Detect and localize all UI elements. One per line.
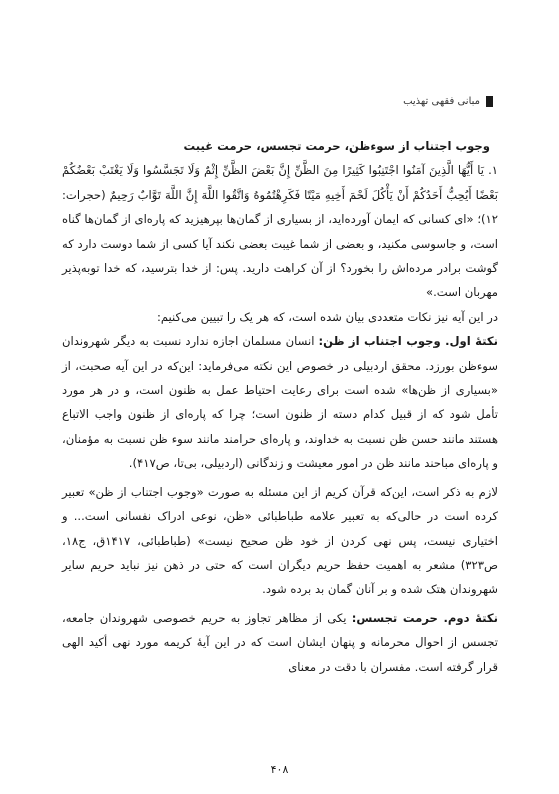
- paragraph-2: لازم به ذکر است، این‌که قرآن کریم از این مسئله به صورت «وجوب اجتناب از ظن» تعبیر کرده است در حالی‌که به تعبیر علامه طباطبائی «ظن، نوعی ادراک نفسانی است... و اختیاری نیست، پس نهی کردن از خود ظن صحیح نیست» (طباطبائی، ۱۴۱۷ق، ج۱۸، ص۳۲۳) مشعر به اهمیت حفظ حریم دیگران است که حتی در ذهن نیز نباید حریم سایر شهروندان هتک شده و بر آنان گمان بد برده شود.: [62, 484, 498, 597]
- point-2-paragraph: [62, 606, 498, 679]
- page-body: [62, 134, 498, 679]
- running-head: [403, 96, 493, 107]
- page-number: ۴۰۸: [270, 763, 289, 776]
- point-2-text: یکی از مظاهر تجاوز به حریم خصوصی شهروندان جامعه، تجسس از احوال محرمانه و پنهان ایشان است که در این آیهٔ کریمه مورد نهی أکید الهی قرار گرفته است. مفسران با دقت در معنای: [62, 610, 498, 674]
- point-1-text: انسان مسلمان اجازه ندارد نسبت به دیگر شهروندان سوءظن بورزد. محقق اردبیلی در خصوص این نکته می‌فرماید: این‌که در این آیه صحبت، از «بسیاری از ظن‌ها» شده است برای رعایت احتیاط عمل به ظنون است، و در هر مورد تأمل شود که از قبیل کدام دسته از ظنون است؛ چرا که پاره‌ای از ظنون واجب الاتباع هستند مانند حسن ظن نسبت به خداوند، و پاره‌ای حرامند مانند سوء ظن نسبت به مؤمنان، و پاره‌ای مباحند مانند ظن در امور معیشت و زندگانی (اردبیلی، بی‌تا، ص۴۱۷).: [62, 334, 498, 471]
- point-1-label: نکتهٔ اول. وجوب اجتناب از ظن:: [318, 334, 498, 349]
- intro-paragraph: در این آیه نیز نکات متعددی بیان شده است، که هر یک را تبیین می‌کنیم:: [156, 309, 498, 324]
- point-2-label: نکتهٔ دوم. حرمت تجسس:: [351, 610, 499, 625]
- point-1-paragraph: [62, 329, 498, 475]
- chapter-marker-icon: [486, 96, 493, 107]
- section-heading: وجوب اجتناب از سوءظن، حرمت تجسس، حرمت غیبت: [183, 139, 490, 153]
- running-head-title: مبانی فقهی تهذیب: [403, 96, 480, 107]
- verse-paragraph: ۱. یَا أَیُّهَا الَّذِینَ آمَنُوا اجْتَنِبُوا کَثِیرًا مِنَ الظَّنِّ إِنَّ بَعْضَ الظَّنِّ إِثْمٌ وَلَا تَجَسَّسُوا وَلَا یَغْتَبْ بَعْضُکُمْ بَعْضًا أَیُحِبُّ أَحَدُکُمْ أَنْ یَأْکُلَ لَحْمَ أَخِیهِ مَیْتًا فَکَرِهْتُمُوهُ وَاتَّقُوا اللَّهَ إِنَّ اللَّهَ تَوَّابٌ رَحِیمٌ (حجرات: ۱۲)؛ «ای کسانی که ایمان آورده‌اید، از بسیاری از گمان‌ها بپرهیزید که پاره‌ای از گمان‌ها گناه است، و جاسوسی مکنید، و بعضی از شما غیبت بعضی نکند آیا کسی از شما دوست دارد که گوشت برادر مرده‌اش را بخورد؟ از آن کراهت دارید. پس: از خدا بترسید، که خدا توبه‌پذیر مهربان است.»: [62, 163, 498, 300]
